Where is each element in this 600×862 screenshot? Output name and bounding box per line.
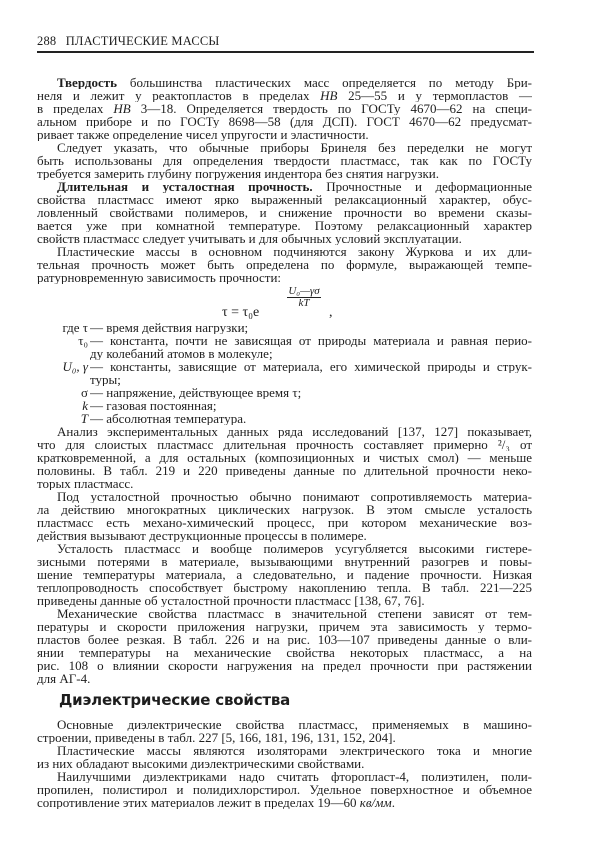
paragraph — [37, 770, 532, 809]
text-line: кратковременной, а для остальных (композиционных и чистых смол) — меньше — [37, 450, 532, 464]
variable-definitions — [37, 321, 532, 425]
text-line: пропилен, полистирол и полидихлорстирол. Удельное поверхностное и объемное — [37, 782, 532, 796]
paragraph — [37, 425, 532, 490]
definition-item — [37, 321, 532, 334]
definition-text: — константы, зависящие от материала, его химической природы и струк- — [90, 359, 532, 373]
formula — [37, 284, 532, 321]
definition-term: U₀, γ — [62, 358, 88, 374]
text-line: пластмасс есть механо-химический процесс, при котором механические воз- — [37, 515, 532, 529]
paragraph — [37, 141, 532, 180]
italic-run: НВ — [320, 88, 338, 102]
text-line: требуется замерить глубину погружения индентора без снятия нагрузки. — [37, 166, 439, 180]
text-line: Основные диэлектрические свойства пластмасс, применяемых в машино- — [57, 717, 532, 731]
bold-run: Твердость — [57, 75, 117, 89]
paragraph — [37, 542, 532, 607]
definition-continuation: ду колебаний атомов в молекуле; — [90, 346, 273, 360]
definition-term: σ — [80, 384, 88, 400]
definition-text: — константа, почти не зависящая от природы материала и равная перио- — [90, 333, 532, 347]
text-line: Усталость пластмасс и вообще полимеров усугубляется высокими гистере- — [57, 541, 532, 555]
section-heading-text: Диэлектрические свойства — [59, 690, 291, 709]
text-line: действия вызывают деструкционные процессы в полимере. — [37, 528, 367, 542]
paragraph — [37, 744, 532, 770]
formula-numerator: U₀—γσ — [288, 284, 320, 297]
text-line: Под усталостной прочностью обычно понимают сопротивляемость материа- — [57, 489, 532, 503]
formula-denominator: kT — [298, 296, 310, 309]
definition-item — [37, 360, 532, 386]
definition-row — [37, 386, 532, 399]
definition-row — [37, 360, 532, 373]
text-line: ривает также определение чисел упругости и эластичности. — [37, 127, 369, 141]
text-run: 25—55 и у термопластов — — [337, 88, 532, 102]
text-line: что для слоистых пластмасс длительная прочность составляет примерно ²/₃ от — [37, 437, 532, 451]
definition-term: T — [80, 410, 88, 426]
text-line: рис. 108 о влиянии скорости нагружения на предел прочности при растяжении — [37, 658, 532, 672]
formula-lhs: τ = τ₀e — [222, 304, 260, 320]
text-line: ловленный свойствами полимеров, и снижение прочности во времени сказы- — [37, 205, 532, 219]
text-line — [37, 76, 532, 89]
paragraph — [37, 245, 532, 284]
text-line: пературы и скорости приложения нагрузки, причем эта зависимость у термо- — [37, 619, 532, 633]
paragraph — [37, 607, 532, 685]
text-line: теплопроводность способствует быстрому накоплению тепла. В табл. 221—225 — [37, 580, 532, 594]
definition-term: τ₀ — [78, 332, 88, 348]
text-line — [37, 102, 532, 115]
definition-row — [37, 412, 532, 425]
text-line — [37, 89, 532, 102]
definition-item — [37, 399, 532, 412]
text-line: Пластические массы в основном подчиняются закону Журкова и их дли- — [57, 244, 532, 258]
page-body — [37, 76, 532, 809]
definition-item — [37, 334, 532, 360]
text-line: шение температуры материала, а следовательно, и падение прочности. Низкая — [37, 567, 532, 581]
text-line: Пластические массы являются изоляторами электрического тока и многие — [57, 743, 532, 757]
paragraph — [37, 180, 532, 245]
formula-comma: , — [329, 304, 333, 320]
bold-run: Длительная и усталостная прочность. — [57, 179, 313, 193]
text-line — [37, 180, 532, 193]
page-number: 288 — [37, 34, 57, 48]
header-rule — [37, 51, 534, 53]
text-line: Анализ экспериментальных данных ряда исследований [137, 127] показывает, — [57, 424, 532, 438]
text-line: для АГ-4. — [37, 671, 91, 685]
text-line: Наилучшими диэлектриками надо считать фторопласт-4, полиэтилен, поли- — [57, 769, 532, 783]
text-line: строении, приведены в табл. 227 [5, 166, 181, 196, 131, 152, 204]. — [37, 730, 396, 744]
text-run: неля и лежит у реактопластов в пределах — [37, 88, 321, 102]
paragraph — [37, 718, 532, 744]
text-line: из них обладают высокими диэлектрическими свойствами. — [37, 756, 365, 770]
italic-run: кв/мм — [359, 795, 392, 809]
text-run: большинства пластических масс определяется по методу Бри- — [116, 75, 532, 89]
text-line: быть использованы для определения твердости пластмасс, так как по ГОСТу — [37, 153, 532, 167]
definition-row — [37, 334, 532, 347]
definition-item — [37, 412, 532, 425]
text-line: зисными потерями в материале, вызывающими внутренний разогрев и повы- — [37, 554, 532, 568]
definition-row — [37, 399, 532, 412]
definition-item — [37, 386, 532, 399]
running-header — [37, 34, 534, 52]
definition-row — [37, 321, 532, 334]
text-run: Прочностные и деформационные — [312, 179, 532, 193]
text-line: тельная прочность может быть определена по формуле, выражающей темпе- — [37, 257, 532, 271]
paragraph — [37, 76, 532, 141]
text-run: 3—18. Определяется твердость по ГОСТу 4670—62 на специ- — [130, 101, 532, 115]
text-line: ратурновременную зависимость прочности: — [37, 270, 282, 284]
section-heading — [37, 685, 532, 718]
text-line: вается уже при комнатной температуре. Поэтому релаксационный характер — [37, 218, 532, 232]
text-line: Следует указать, что обычные приборы Бринеля без переделки не могут — [57, 140, 532, 154]
paragraph — [37, 490, 532, 542]
text-line: Механические свойства пластмасс в значительной степени зависят от тем- — [57, 606, 532, 620]
text-line: приведены данные об усталостной прочности пластмасс [138, 67, 76]. — [37, 593, 425, 607]
text-run: сопротивление этих материалов лежит в пределах 19—60 — [37, 795, 360, 809]
italic-run: НВ — [113, 101, 131, 115]
definition-term: где τ — [62, 319, 88, 335]
text-line: свойства пластмасс имеют ярко выраженный релаксационный характер, обус- — [37, 192, 532, 206]
definition-text: — напряжение, действующее время τ; — [90, 385, 302, 399]
text-run: в пределах — [37, 101, 114, 115]
text-line: пластов более резкая. В табл. 226 и на рис. 103—107 приведены данные о вли- — [37, 632, 532, 646]
definition-text: — время действия нагрузки; — [90, 320, 249, 334]
text-line: альном приборе и по ГОСТу 8698—58 (для ДСП). ГОСТ 4670—62 предусмат- — [37, 114, 532, 128]
text-line: свойств пластмасс следует учитывать и для обычных условий эксплуатации. — [37, 231, 462, 245]
text-line: половины. В табл. 219 и 220 приведены данные по длительной прочности неко- — [37, 463, 532, 477]
text-line: торых пластмасс. — [37, 476, 134, 490]
definition-term: k — [82, 397, 88, 413]
text-line — [37, 796, 532, 809]
text-run: . — [391, 795, 395, 809]
running-title: ПЛАСТИЧЕСКИЕ МАССЫ — [65, 34, 220, 48]
definition-continuation: туры; — [90, 372, 121, 386]
text-line: янии температуры на механические свойства некоторых пластмасс, а на — [37, 645, 532, 659]
definition-text: — газовая постоянная; — [90, 398, 217, 412]
text-line: ла действию многократных циклических нагрузок. В этом смысле усталость — [37, 502, 532, 516]
definition-text: — абсолютная температура. — [90, 411, 247, 425]
